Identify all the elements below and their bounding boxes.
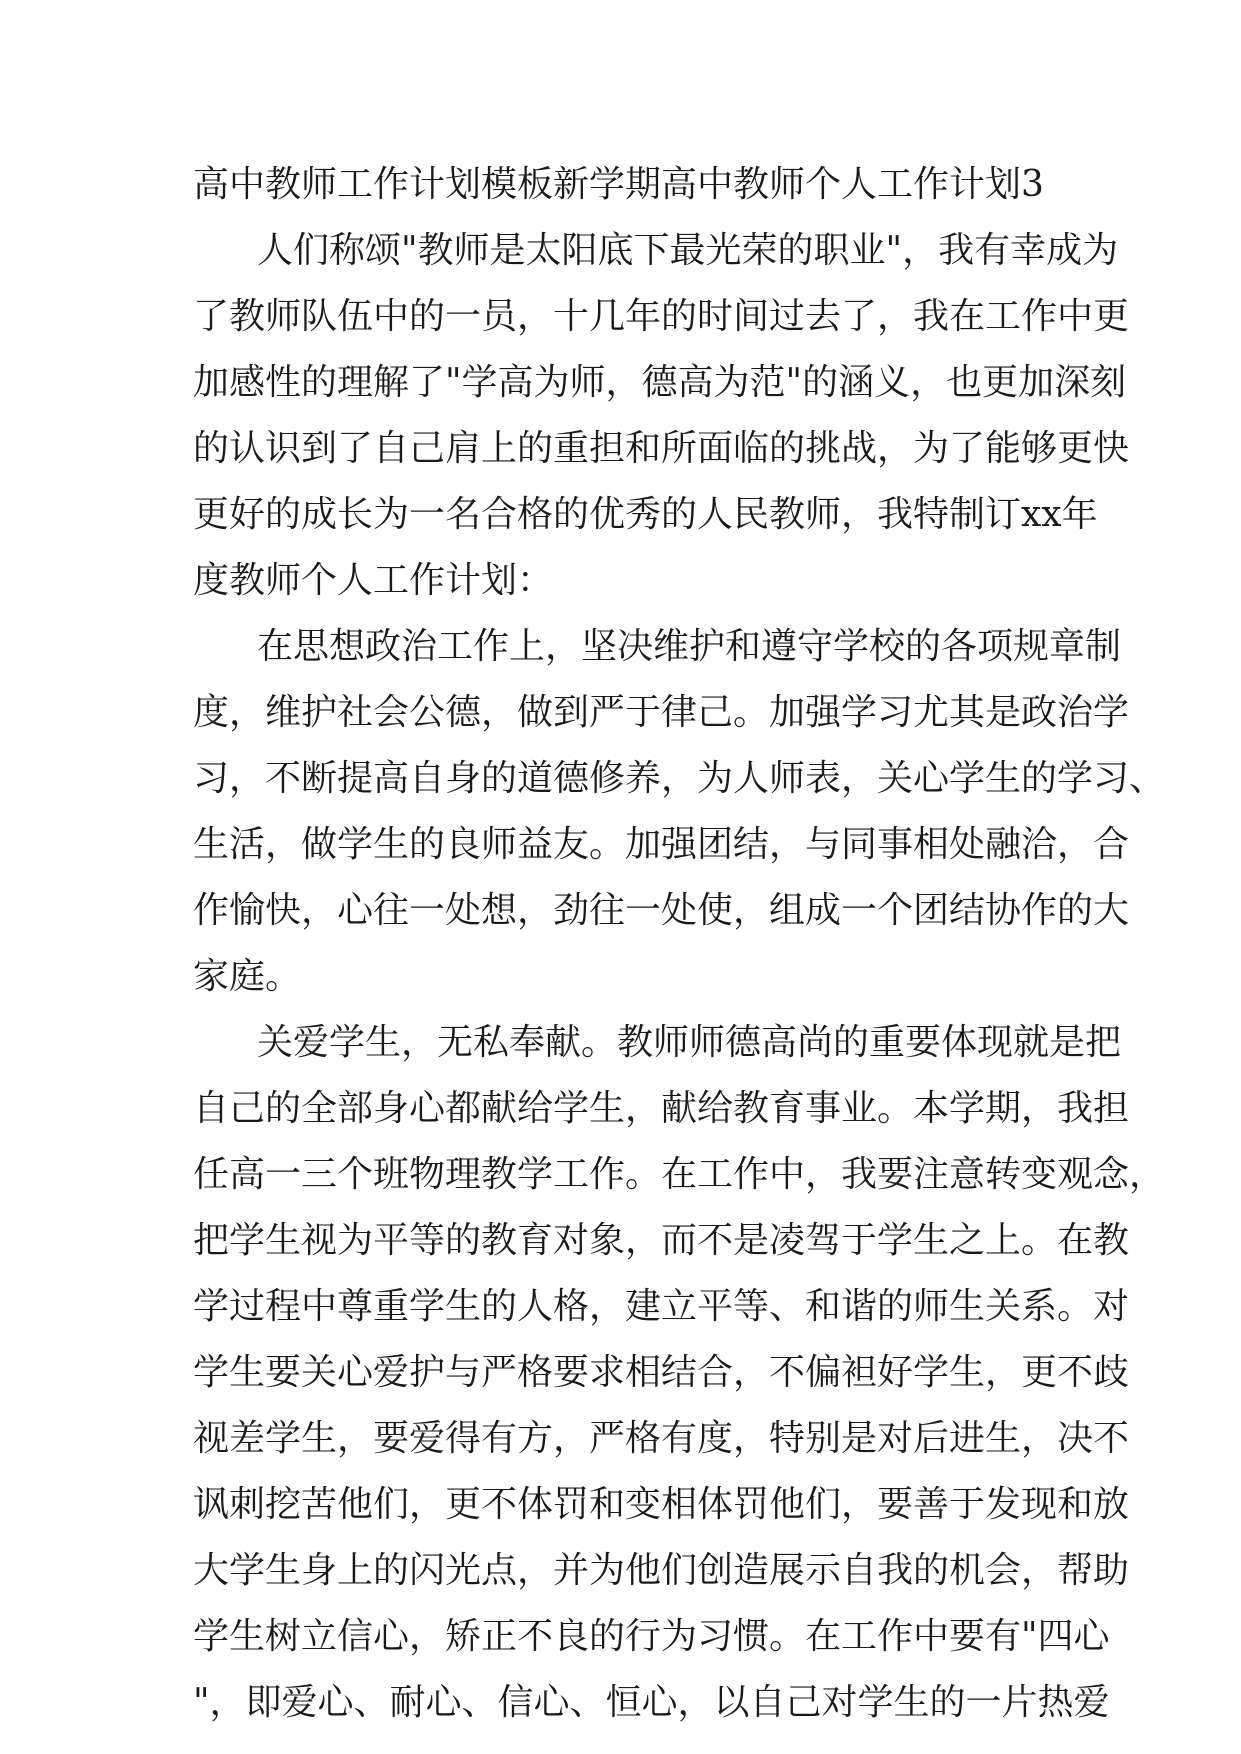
paragraph-line: 讽刺挖苦他们，更不体罚和变相体罚他们，要善于发现和放 <box>193 1484 1130 1525</box>
paragraph-line: 作愉快，心往一处想，劲往一处使，组成一个团结协作的大 <box>193 890 1130 931</box>
paragraph-line: 任高一三个班物理教学工作。在工作中，我要注意转变观念， <box>193 1154 1166 1195</box>
paragraph-line: 人们称颂"教师是太阳底下最光荣的职业"，我有幸成为 <box>257 230 1119 271</box>
paragraph-line: 关爱学生，无私奉献。教师师德高尚的重要体现就是把 <box>257 1022 1122 1063</box>
paragraph-line: 了教师队伍中的一员，十几年的时间过去了，我在工作中更 <box>193 296 1130 337</box>
paragraph-line: 家庭。 <box>193 956 302 997</box>
paragraph-line: 大学生身上的闪光点，并为他们创造展示自我的机会，帮助 <box>193 1550 1130 1591</box>
paragraph-line: 学过程中尊重学生的人格，建立平等、和谐的师生关系。对 <box>193 1286 1130 1327</box>
paragraph-line: 生活，做学生的良师益友。加强团结，与同事相处融洽，合 <box>193 824 1130 865</box>
paragraph-line: 在思想政治工作上，坚决维护和遵守学校的各项规章制 <box>257 626 1122 667</box>
paragraph-line: 度教师个人工作计划： <box>193 560 554 601</box>
paragraph-line: "，即爱心、耐心、信心、恒心，以自己对学生的一片热爱 <box>193 1682 1110 1723</box>
paragraph-line: 习，不断提高自身的道德修养，为人师表，关心学生的学习、 <box>193 758 1166 799</box>
paragraph-line: 学生树立信心，矫正不良的行为习惯。在工作中要有"四心 <box>193 1616 1110 1657</box>
paragraph-line: 更好的成长为一名合格的优秀的人民教师，我特制订xx年 <box>193 494 1098 535</box>
paragraph-line: 把学生视为平等的教育对象，而不是凌驾于学生之上。在教 <box>193 1220 1130 1261</box>
paragraph-line: 学生要关心爱护与严格要求相结合，不偏袒好学生，更不歧 <box>193 1352 1130 1393</box>
document-title: 高中教师工作计划模板新学期高中教师个人工作计划3 <box>193 164 1044 205</box>
paragraph-line: 加感性的理解了"学高为师，德高为范"的涵义，也更加深刻 <box>193 362 1127 403</box>
paragraph-line: 的认识到了自己肩上的重担和所面临的挑战，为了能够更快 <box>193 428 1130 469</box>
paragraph-line: 自己的全部身心都献给学生，献给教育事业。本学期，我担 <box>193 1088 1130 1129</box>
paragraph-line: 度，维护社会公德，做到严于律己。加强学习尤其是政治学 <box>193 692 1130 733</box>
paragraph-line: 视差学生，要爱得有方，严格有度，特别是对后进生，决不 <box>193 1418 1130 1459</box>
